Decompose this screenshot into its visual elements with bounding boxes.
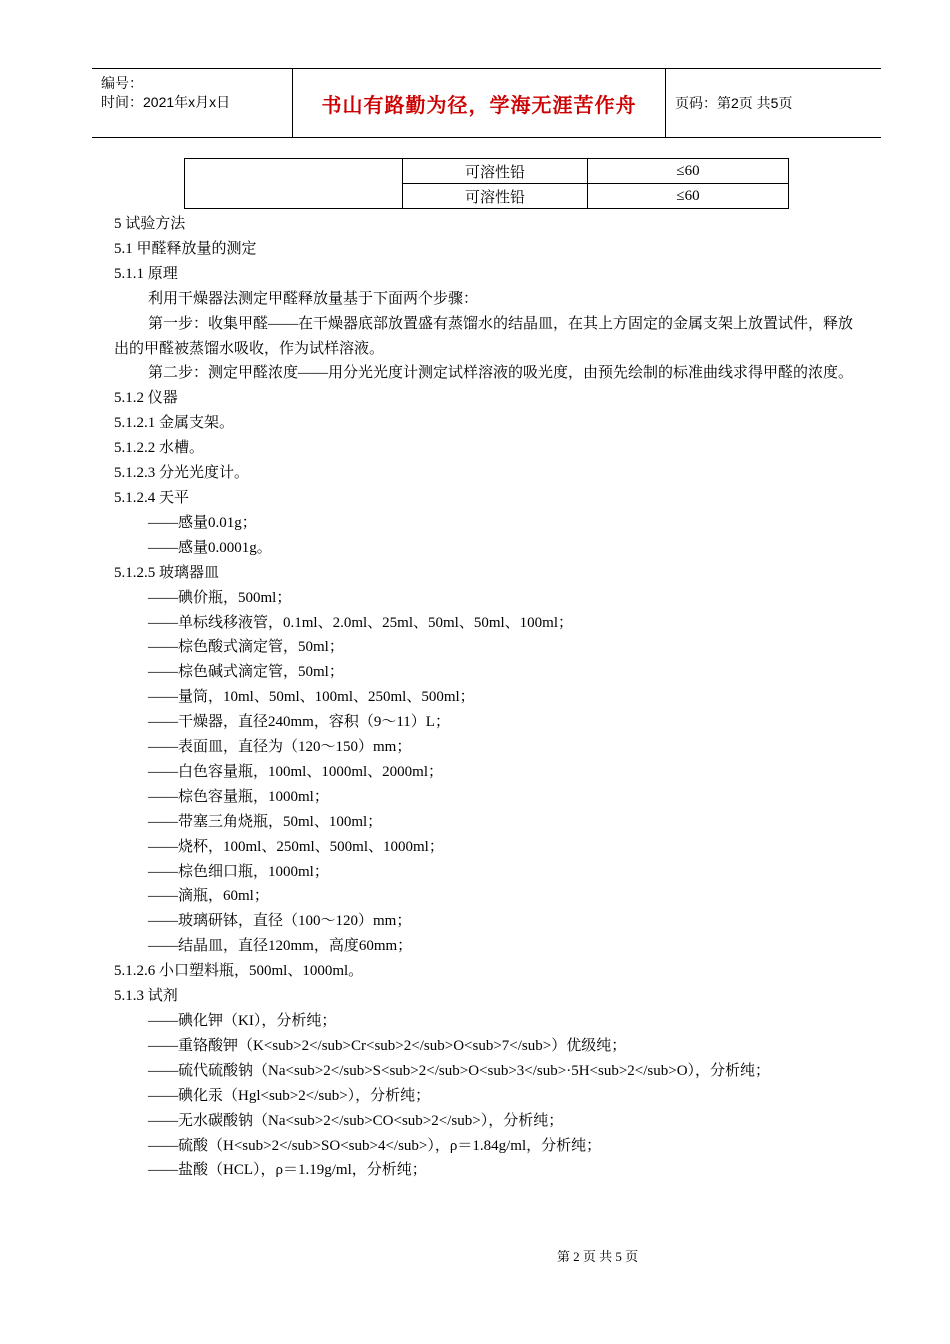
body-line: 第一步：收集甲醛——在干燥器底部放置盛有蒸馏水的结晶皿，在其上方固定的金属支架上放置试件，释放出的甲醛被蒸馏水吸收，作为试样溶液。 [114,315,854,357]
header-number-label: 编号： [101,75,143,91]
body-line: 5.1.2.3 分光光度计。 [114,465,250,482]
body-line: 5.1.2 仪器 [114,390,178,407]
body-line: ——棕色容量瓶，1000ml； [148,788,329,805]
body-line: ——盐酸（HCL），ρ＝1.19g/ml，分析纯； [148,1162,427,1179]
body-line: ——棕色细口瓶，1000ml； [148,863,329,880]
body-line: ——碘价瓶，500ml； [148,589,292,606]
page-header [92,68,881,138]
body-line: ——硫代硫酸钠（Na<sub>2</sub>S<sub>2</sub>O<sub>3</sub>·5H<sub>2</sub>O），分析纯； [148,1062,771,1079]
body-line: ——玻璃研钵，直径（100～120）mm； [148,913,412,930]
body-line: ——量筒，10ml、50ml、100ml、250ml、500ml； [148,689,475,706]
body-line: 5.1.2.1 金属支架。 [114,415,235,432]
header-time-label: 时间：2021年x月x日 [101,94,231,110]
body-line: ——滴瓶，60ml； [148,888,269,905]
body-line: ——单标线移液管，0.1ml、2.0ml、25ml、50ml、50ml、100ml； [148,614,574,631]
body-line: 5.1.3 试剂 [114,988,178,1005]
body-line: ——无水碳酸钠（Na<sub>2</sub>CO<sub>2</sub>），分析纯； [148,1112,564,1129]
header-meta [92,69,293,137]
table-cell-value: ≤60 [588,159,789,184]
body-line: ——碘化汞（Hgl<sub>2</sub>），分析纯； [148,1087,431,1104]
body-line: 5.1.2.6 小口塑料瓶，500ml、1000ml。 [114,963,364,980]
body-line: 5.1.2.5 玻璃器皿 [114,564,220,581]
body-line: ——表面皿，直径为（120～150）mm； [148,739,412,756]
table-cell-item: 可溶性铅 [403,159,588,184]
document-body [114,212,854,1183]
footer-page-number: 第 2 页 共 5 页 [556,1249,639,1264]
body-line: ——碘化钾（KI），分析纯； [148,1013,337,1029]
body-line: ——棕色碱式滴定管，50ml； [148,664,344,681]
header-motto: 书山有路勤为径，学海无涯苦作舟 [321,92,637,117]
body-line: 5.1 甲醛释放量的测定 [114,240,257,257]
body-line: ——结晶皿，直径120mm，高度60mm； [148,938,413,955]
body-line: ——感量0.0001g。 [148,539,272,556]
body-line: ——带塞三角烧瓶，50ml、100ml； [148,813,383,830]
limits-table [184,158,789,209]
table-cell-empty [185,159,403,209]
body-line: ——感量0.01g； [148,514,257,531]
body-line: 5.1.2.4 天平 [114,489,190,506]
body-line: ——棕色酸式滴定管，50ml； [148,639,344,656]
body-line: ——重铬酸钾（K<sub>2</sub>Cr<sub>2</sub>O<sub>7</sub>）优级纯； [148,1037,627,1054]
body-line: 5.1.2.2 水槽。 [114,440,205,457]
header-page-label: 页码：第2页 共5页 [675,95,793,111]
table-cell-value: ≤60 [588,184,789,209]
body-line: ——硫酸（H<sub>2</sub>SO<sub>4</sub>），ρ＝1.84g/ml，分析纯； [148,1137,602,1154]
body-line: 5.1.1 原理 [114,265,178,282]
table-cell-item: 可溶性铅 [403,184,588,209]
body-line: ——白色容量瓶，100ml、1000ml、2000ml； [148,763,444,780]
page-footer [0,1246,950,1265]
body-line: 利用干燥器法测定甲醛释放量基于下面两个步骤： [148,290,479,307]
body-line: 第二步：测定甲醛浓度——用分光光度计测定试样溶液的吸光度，由预先绘制的标准曲线求得甲醛的浓度。 [148,365,854,382]
table-row [185,159,789,184]
header-motto-cell [293,69,666,137]
body-line: ——烧杯，100ml、250ml、500ml、1000ml； [148,838,444,855]
body-line: ——干燥器，直径240mm，容积（9～11）L； [148,714,450,731]
body-line: 5 试验方法 [114,216,186,232]
